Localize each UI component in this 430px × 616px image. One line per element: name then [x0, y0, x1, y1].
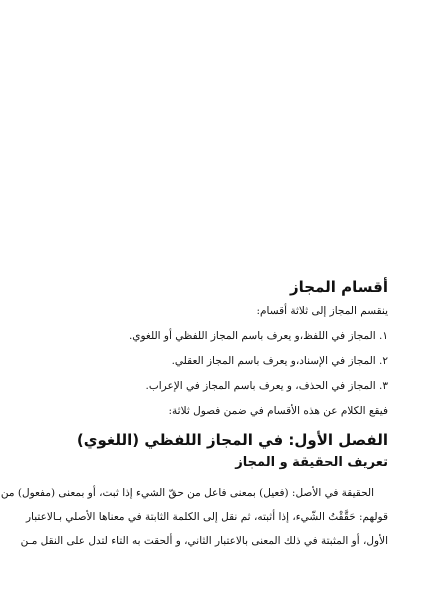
- chapter-subtitle: تعريف الحقيقة و المجاز: [235, 455, 388, 470]
- page-content: [0, 276, 388, 557]
- list-item: ٢. المجاز في الإسناد،و يعرف باسم المجاز العقلي.: [171, 355, 388, 367]
- chapter-title: الفصل الأول: في المجاز اللفظي (اللغوي): [76, 431, 388, 449]
- section-closing: فيقع الكلام عن هذه الأقسام في ضمن فصول ثلاثة:: [168, 405, 388, 417]
- list-item: ٣. المجاز في الحذف، و يعرف باسم المجاز في الإعراب.: [145, 380, 388, 392]
- paragraph-line: الحقيقة في الأصل: (فعيل) بمعنى فاعل من حقّ الشيء إذا ثبت، أو بمعنى (مفعول) من: [0, 487, 374, 499]
- section-title: أقسام المجاز: [290, 278, 388, 296]
- list-item: ١. المجاز في اللفظ،و يعرف باسم المجاز اللفظي أو اللغوي.: [128, 330, 388, 342]
- body-paragraph: [0, 481, 388, 557]
- section-intro: ينقسم المجاز إلى ثلاثة أقسام:: [256, 305, 388, 317]
- paragraph-line: قولهم: حَقَّقْتُ الشّيء، إذا أثبته، ثم نقل إلى الكلمة الثابتة في معناها الأصلي بـالاعتبار: [25, 511, 388, 523]
- paragraph-line: الأول، أو المثبتة في ذلك المعنى بالاعتبار الثاني، و ألحقت به التاء لتدل على النقل مـن: [20, 535, 388, 547]
